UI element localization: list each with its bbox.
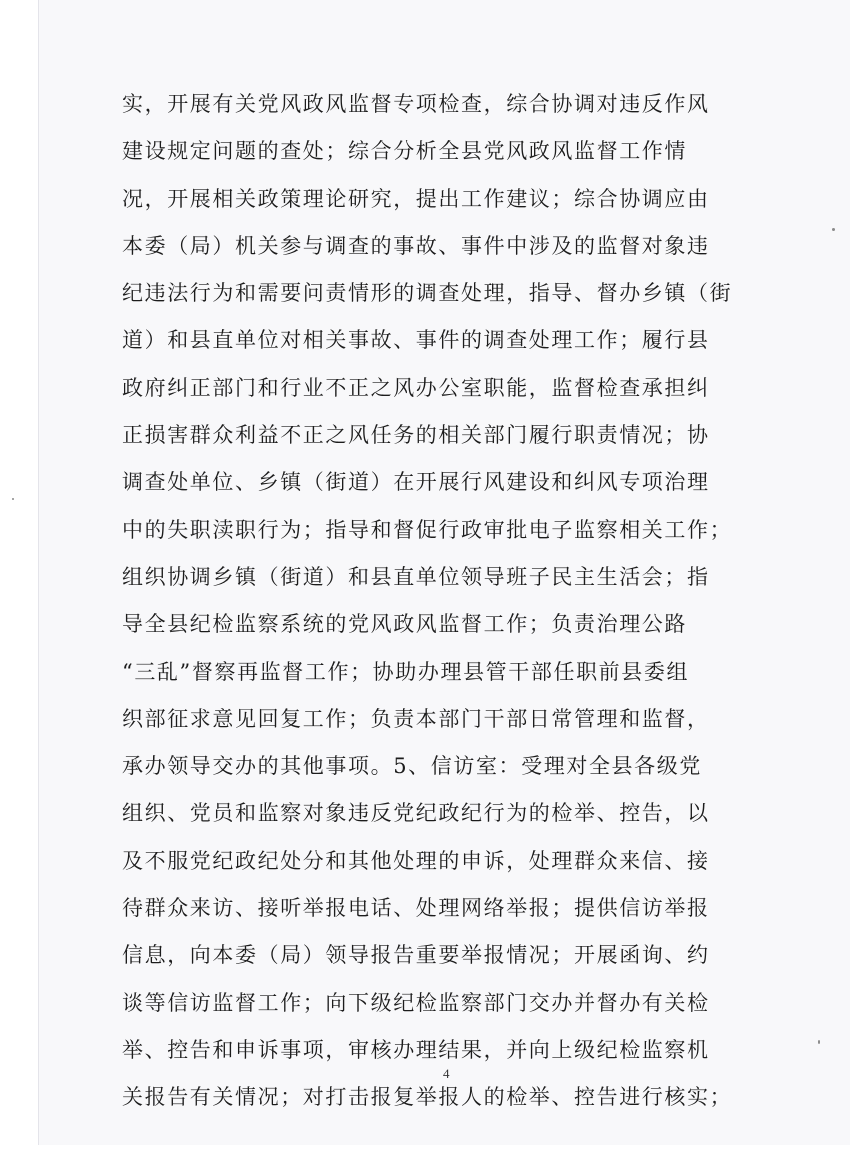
text-line: 组织协调乡镇（街道）和县直单位领导班子民主生活会；指 <box>122 564 710 589</box>
text-line: 实，开展有关党风政风监督专项检查，综合协调对违反作风 <box>122 92 710 116</box>
text-line: 谈等信访监督工作；向下级纪检监察部门交办并督办有关检 <box>122 990 710 1015</box>
text-line: 况，开展相关政策理论研究，提出工作建议；综合协调应由 <box>122 186 710 211</box>
text-line: 调查处单位、乡镇（街道）在开展行风建设和纠风专项治理 <box>122 470 710 495</box>
text-line: 组织、党员和监察对象违反党纪政纪行为的检举、控告，以 <box>122 801 710 826</box>
text-line: 政府纠正部门和行业不正之风办公室职能，监督检查承担纠 <box>122 375 710 400</box>
scan-speck <box>12 498 14 500</box>
scan-speck <box>818 1040 820 1044</box>
text-line: 关报告有关情况；对打击报复举报人的检举、控告进行核实； <box>122 1085 733 1110</box>
text-line: 道）和县直单位对相关事故、事件的调查处理工作；履行县 <box>122 328 710 353</box>
text-line: 承办领导交办的其他事项。5、信访室：受理对全县各级党 <box>122 754 702 779</box>
scan-speck <box>832 228 835 231</box>
text-line: 本委（局）机关参与调查的事故、事件中涉及的监督对象违 <box>122 233 710 258</box>
text-line: “三乱”督察再监督工作；协助办理县管干部任职前县委组 <box>122 659 690 684</box>
text-line: 纪违法行为和需要问责情形的调查处理，指导、督办乡镇（街 <box>122 281 733 306</box>
text-line: 举、控告和申诉事项，审核办理结果，并向上级纪检监察机 <box>122 1037 710 1062</box>
text-line: 导全县纪检监察系统的党风政风监督工作；负责治理公路 <box>122 612 687 637</box>
text-line: 织部征求意见回复工作；负责本部门干部日常管理和监督， <box>122 706 710 731</box>
text-line: 信息，向本委（局）领导报告重要举报情况；开展函询、约 <box>122 943 710 968</box>
text-line: 待群众来访、接听举报电话、处理网络举报；提供信访举报 <box>122 896 710 921</box>
text-line: 中的失职渎职行为；指导和督促行政审批电子监察相关工作； <box>122 517 733 542</box>
body-text <box>122 81 762 1122</box>
page-number: 4 <box>443 1066 450 1081</box>
text-line: 正损害群众利益不正之风任务的相关部门履行职责情况；协 <box>122 423 710 448</box>
text-line: 建设规定问题的查处；综合分析全县党风政风监督工作情 <box>122 139 687 164</box>
text-line: 及不服党纪政纪处分和其他处理的申诉，处理群众来信、接 <box>122 848 710 873</box>
